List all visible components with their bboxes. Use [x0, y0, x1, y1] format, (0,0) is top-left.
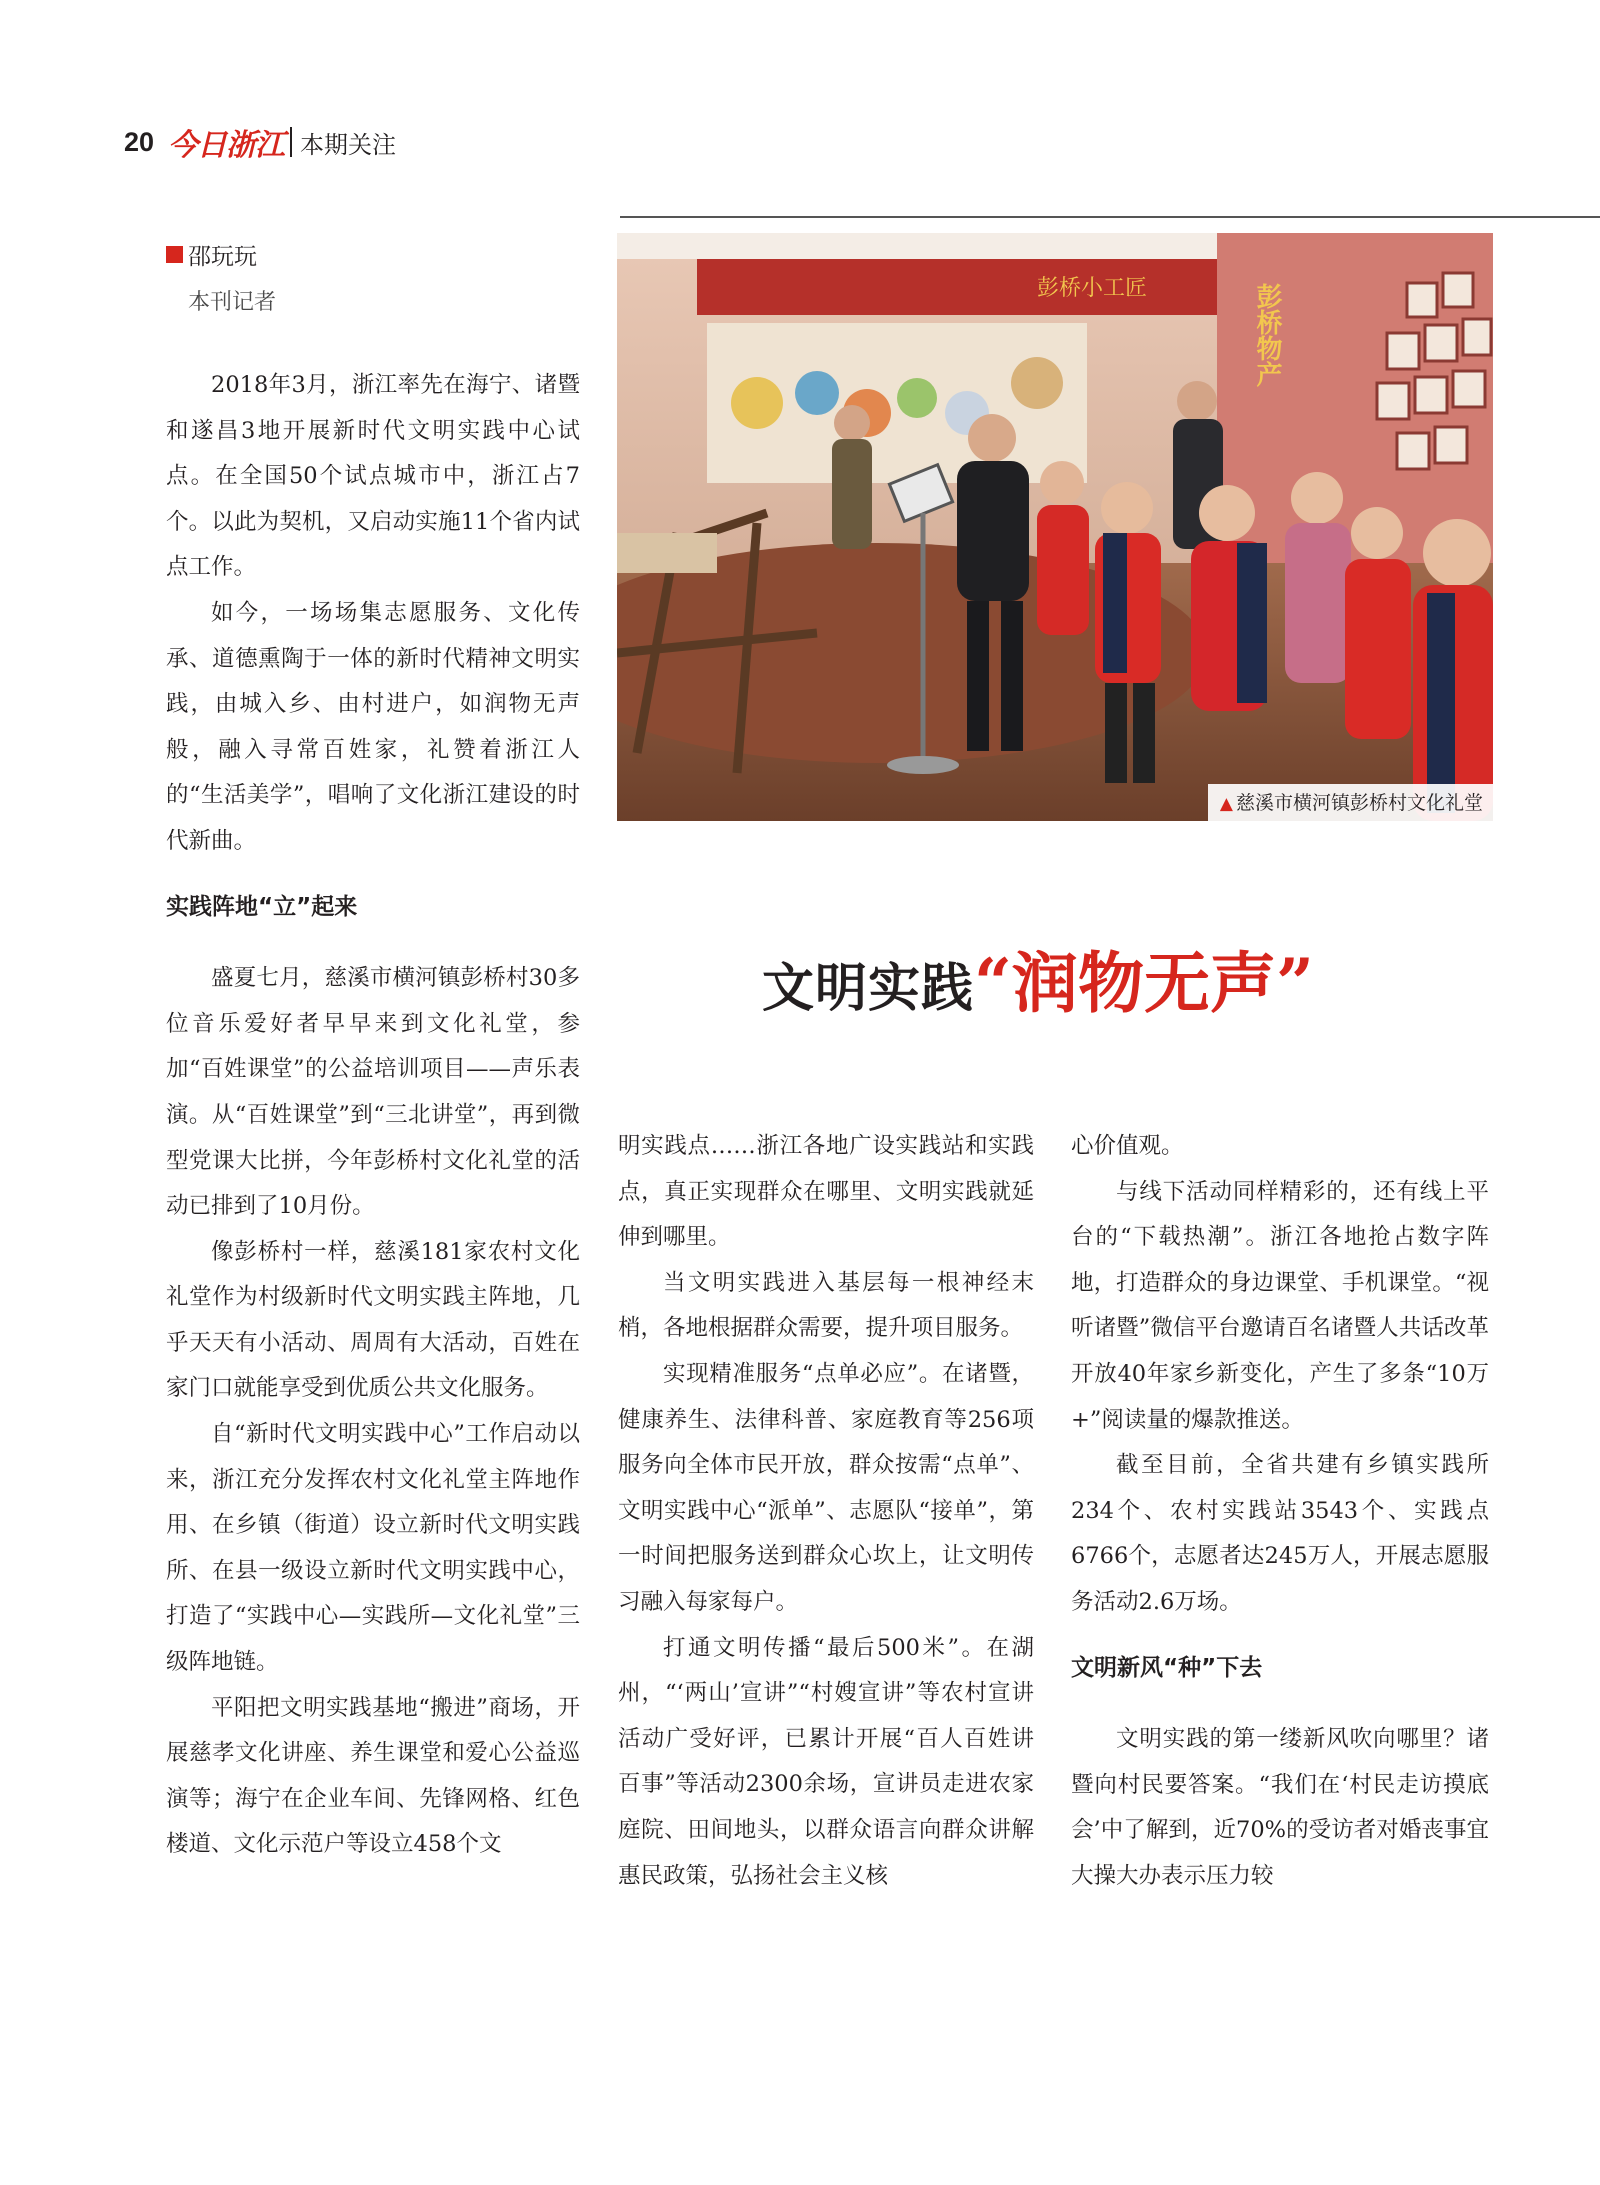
photo-caption	[1208, 784, 1493, 821]
paragraph: 平阳把文明实践基地“搬进”商场，开展慈孝文化讲座、养生课堂和爱心公益巡演等；海宁在企业车间、先锋网格、红色楼道、文化示范户等设立458个文	[166, 1694, 580, 1858]
author-name: 邵玩玩	[188, 244, 257, 270]
sign-vertical: 彭桥物产	[1252, 283, 1282, 387]
paragraph: 实现精准服务“点单必应”。在诸暨，健康养生、法律科普、家庭教育等256项服务向全体市民开放，群众按需“点单”、文明实践中心“派单”、志愿队“接单”，第一时间把服务送到群众心坎上，让文明传习融入每家每户。	[618, 1360, 1034, 1615]
section-name: 本期关注	[300, 130, 397, 159]
paragraph: 当文明实践进入基层每一根神经末梢，各地根据群众需要，提升项目服务。	[618, 1269, 1034, 1342]
red-square-icon	[166, 246, 183, 263]
paragraph: 如今，一场场集志愿服务、文化传承、道德熏陶于一体的新时代精神文明实践，由城入乡、由村进户，如润物无声般，融入寻常百姓家，礼赞着浙江人的“生活美学”，唱响了文化浙江建设的时代新曲。	[166, 599, 580, 854]
column-2	[618, 1124, 1034, 1899]
headline-part-2: “润物无声”	[974, 944, 1314, 1022]
page-number: 20	[124, 126, 155, 157]
paragraph: 心价值观。	[1071, 1133, 1184, 1159]
article-headline	[762, 930, 1314, 1025]
subheading: 实践阵地“立”起来	[166, 893, 358, 920]
byline	[166, 238, 276, 316]
paragraph: 自“新时代文明实践中心”工作启动以来，浙江充分发挥农村文化礼堂主阵地作用、在乡镇（街道）设立新时代文明实践所、在县一级设立新时代文明实践中心，打造了“实践中心—实践所—文化礼堂”三级阵地链。	[166, 1421, 580, 1676]
paragraph: 明实践点……浙江各地广设实践站和实践点，真正实现群众在哪里、文明实践就延伸到哪里。	[618, 1133, 1034, 1251]
paragraph: 截至目前，全省共建有乡镇实践所234个、农村实践站3543个、实践点6766个，志愿者达245万人，开展志愿服务活动2.6万场。	[1071, 1452, 1489, 1615]
author-role: 本刊记者	[188, 290, 277, 315]
headline-part-1: 文明实践	[762, 959, 975, 1019]
paragraph: 与线下活动同样精彩的，还有线上平台的“下载热潮”。浙江各地抢占数字阵地，打造群众的身边课堂、手机课堂。“视听诸暨”微信平台邀请百名诸暨人共话改革开放40年家乡新变化，产生了多条“10万+”阅读量的爆款推送。	[1071, 1178, 1489, 1433]
photo-illustration	[617, 233, 1493, 821]
column-3	[1071, 1124, 1489, 1900]
header-separator	[290, 127, 292, 157]
paragraph: 盛夏七月，慈溪市横河镇彭桥村30多位音乐爱好者早早来到文化礼堂，参加“百姓课堂”的公益培训项目——声乐表演。从“百姓课堂”到“三北讲堂”，再到微型党课大比拼，今年彭桥村文化礼堂的活动已排到了10月份。	[166, 965, 580, 1220]
caption-text: 慈溪市横河镇彭桥村文化礼堂	[1235, 792, 1483, 814]
top-rule	[620, 216, 1600, 218]
page-header	[124, 122, 396, 162]
paragraph: 像彭桥村一样，慈溪181家农村文化礼堂作为村级新时代文明实践主阵地，几乎天天有小活动、周周有大活动，百姓在家门口就能享受到优质公共文化服务。	[166, 1238, 580, 1402]
triangle-up-icon: ▲	[1219, 794, 1233, 814]
paragraph: 2018年3月，浙江率先在海宁、诸暨和遂昌3地开展新时代文明实践中心试点。在全国50个试点城市中，浙江占7个。以此为契机，又启动实施11个省内试点工作。	[166, 372, 580, 581]
magazine-logo: 今日浙江	[168, 128, 285, 163]
author-line	[166, 238, 276, 271]
paragraph: 文明实践的第一缕新风吹向哪里？诸暨向村民要答案。“我们在‘村民走访摸底会’中了解到，近70%的受访者对婚丧事宜大操大办表示压力较	[1071, 1726, 1489, 1889]
article-photo	[617, 233, 1493, 821]
subheading: 文明新风“种”下去	[1071, 1654, 1263, 1681]
column-1	[166, 363, 580, 1868]
sign-horizontal: 彭桥小工匠	[1037, 276, 1148, 301]
paragraph: 打通文明传播“最后500米”。在湖州，“‘两山’宣讲”“村嫂宣讲”等农村宣讲活动广受好评，已累计开展“百人百姓讲百事”等活动2300余场，宣讲员走进农家庭院、田间地头，以群众语言向群众讲解惠民政策，弘扬社会主义核	[618, 1634, 1034, 1889]
